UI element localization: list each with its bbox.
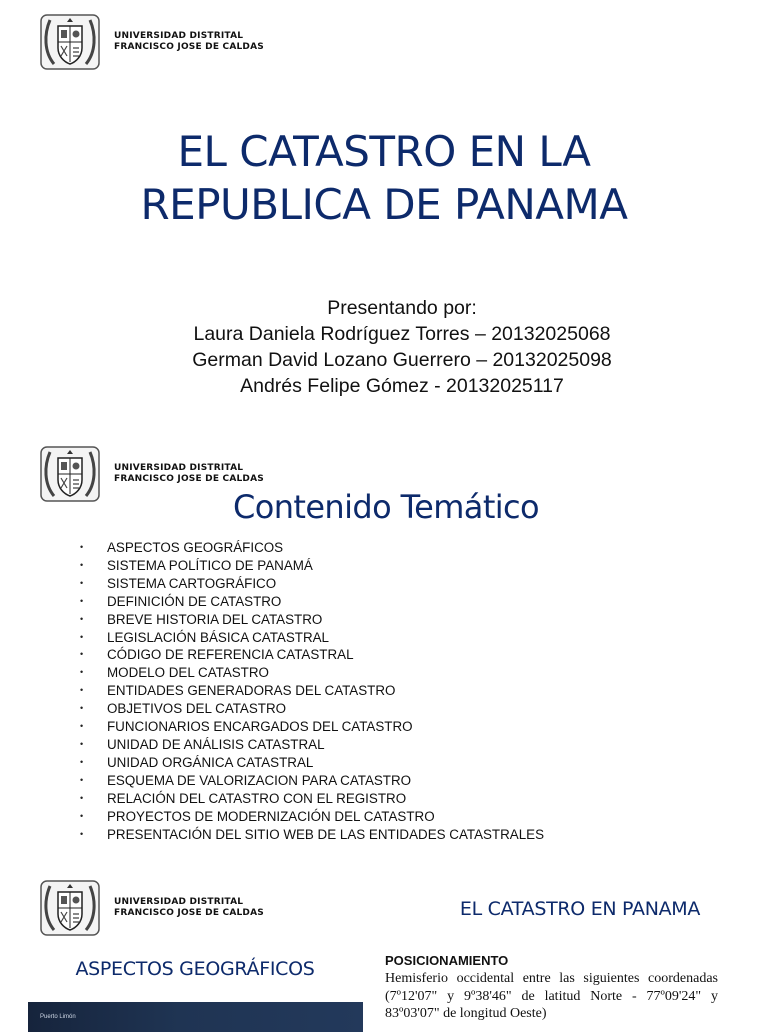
slide-title: EL CATASTRO EN PANAMA [459,898,701,920]
slide-contents [0,430,768,862]
university-name [114,897,264,919]
presentation-title-line2: REPUBLICA DE PANAMA [140,180,628,229]
list-item [80,593,544,611]
university-name-line2: FRANCISCO JOSE DE CALDAS [114,908,264,918]
presenter-line: German David Lozano Guerrero – 20132025098 [192,349,612,371]
contents-title: Contenido Temático [232,488,540,526]
slide-title [0,0,768,430]
map-label: Puerto Limón [40,1014,76,1020]
list-item-label: FUNCIONARIOS ENCARGADOS DEL CATASTRO [107,719,413,735]
bullet-icon: • [80,542,84,552]
list-item-label: ESQUEMA DE VALORIZACION PARA CATASTRO [107,772,412,788]
presentation-title-line1: EL CATASTRO EN LA [177,127,591,176]
list-item-label: ENTIDADES GENERADORAS DEL CATASTRO [107,683,396,699]
list-item-label: LEGISLACIÓN BÁSICA CATASTRAL [107,629,330,645]
bullet-icon: • [80,577,84,588]
list-item-label: MODELO DEL CATASTRO [107,665,269,681]
position-heading: POSICIONAMIENTO [385,953,509,968]
list-item [80,808,544,826]
list-item-label: SISTEMA POLÍTICO DE PANAMÁ [107,557,313,573]
bullet-icon: • [80,667,84,678]
list-item [80,557,544,575]
list-item [80,629,544,647]
bullet-icon: • [80,613,84,624]
position-text: Hemisferio occidental entre las siguientes coordenadas (7º12'07" y 9º38'46" de latitud Norte - 77º09'24" y 83º03'07" de longitud Oeste) [385,971,718,1021]
list-item [80,826,544,844]
list-item-label: DEFINICIÓN DE CATASTRO [107,593,282,609]
list-item-label: SISTEMA CARTOGRÁFICO [107,575,277,591]
list-item-label: PROYECTOS DE MODERNIZACIÓN DEL CATASTRO [107,808,435,824]
list-item [80,539,544,557]
list-item [80,664,544,682]
slide-geography [0,862,768,1024]
bullet-icon: • [80,756,84,767]
university-name-line1: UNIVERSIDAD DISTRITAL [114,463,244,473]
bullet-icon: • [80,721,84,732]
list-item [80,646,544,664]
university-name [114,463,264,485]
list-item [80,682,544,700]
bullet-icon: • [80,631,84,642]
presenters-block [0,295,768,399]
list-item-label: UNIDAD DE ANÁLISIS CATASTRAL [107,736,325,752]
university-name-line1: UNIVERSIDAD DISTRITAL [114,31,244,41]
section-title: ASPECTOS GEOGRÁFICOS [75,958,315,980]
list-item-label: RELACIÓN DEL CATASTRO CON EL REGISTRO [107,790,407,806]
bullet-icon: • [80,810,84,821]
university-name [114,31,264,53]
university-logo [40,14,264,70]
bullet-icon: • [80,649,84,660]
bullet-icon: • [80,738,84,749]
university-seal-icon [40,880,100,936]
university-logo [40,880,264,936]
bullet-icon: • [80,792,84,803]
list-item-label: UNIDAD ORGÁNICA CATASTRAL [107,754,314,770]
map-image [28,1002,363,1032]
list-item [80,575,544,593]
presenters-heading: Presentando por: [327,297,477,319]
list-item-label: OBJETIVOS DEL CATASTRO [107,701,287,717]
list-item [80,736,544,754]
presenter-line: Andrés Felipe Gómez - 20132025117 [240,375,564,397]
list-item-label: BREVE HISTORIA DEL CATASTRO [107,611,323,627]
bullet-icon: • [80,774,84,785]
list-item [80,611,544,629]
university-name-line2: FRANCISCO JOSE DE CALDAS [114,42,264,52]
bullet-icon: • [80,703,84,714]
list-item [80,718,544,736]
list-item [80,790,544,808]
university-seal-icon [40,14,100,70]
bullet-icon: • [80,559,84,570]
list-item [80,700,544,718]
contents-list [80,539,544,843]
university-name-line2: FRANCISCO JOSE DE CALDAS [114,474,264,484]
presentation-title [0,125,768,231]
bullet-icon: • [80,685,84,696]
list-item-label: ASPECTOS GEOGRÁFICOS [107,540,284,555]
university-name-line1: UNIVERSIDAD DISTRITAL [114,897,244,907]
bullet-icon: • [80,595,84,606]
list-item-label: CÓDIGO DE REFERENCIA CATASTRAL [107,647,354,663]
presenter-line: Laura Daniela Rodríguez Torres – 20132025068 [193,323,611,345]
list-item [80,754,544,772]
list-item-label: PRESENTACIÓN DEL SITIO WEB DE LAS ENTIDADES CATASTRALES [107,826,545,842]
bullet-icon: • [80,828,84,839]
list-item [80,772,544,790]
